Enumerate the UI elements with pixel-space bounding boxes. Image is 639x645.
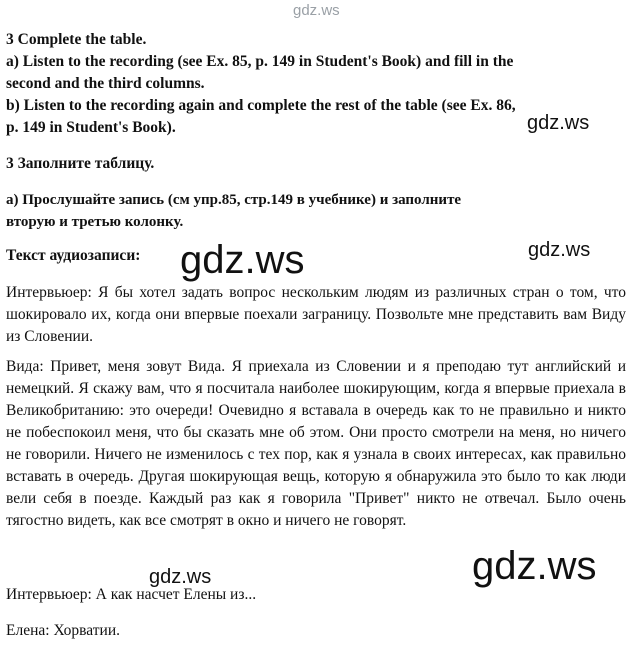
translation-title: 3 Заполните таблицу. xyxy=(6,155,155,172)
translation-a xyxy=(6,189,626,233)
watermark-c: gdz.ws xyxy=(528,239,591,261)
transcript-paragraph-1: Интервьюер: Я бы хотел задать вопрос нескольким людям из различных стран о том, что шокировало их, когда они впервые поехали заграницу. Позвольте мне представить вам Виду из Словении. xyxy=(6,284,626,345)
transcript-paragraph-3: Интервьюер: А как насчет Елены из... xyxy=(6,586,257,603)
watermark-d: gdz.ws xyxy=(472,544,597,588)
watermark-b: gdz.ws xyxy=(180,238,305,282)
translation-a-line1: а) Прослушайте запись (см упр.85, стр.149 в учебнике) и заполните xyxy=(6,192,462,208)
translation-a-line2: вторую и третью колонку. xyxy=(6,214,184,230)
watermark-e: gdz.ws xyxy=(149,566,212,588)
task-title: 3 Complete the table. xyxy=(6,31,147,48)
task-b-line1: b) Listen to the recording again and complete the rest of the table (see Ex. 86, xyxy=(6,97,516,114)
watermark-top: gdz.ws xyxy=(293,2,340,19)
transcript-label: Текст аудиозаписи: xyxy=(6,247,141,264)
transcript-paragraph-2: Вида: Привет, меня зовут Вида. Я приехала из Словении и я преподаю тут английский и немецкий. Я скажу вам, что я посчитала наиболее шокирующим, когда я впервые приехала в Великобританию: это очереди! Очевидно я вставала в очередь как то не правильно и никто не побеспокоил меня, что бы сказать мне об этом. Они просто смотрели на меня, но ничего не говорили. Ничего не изменилось с тех пор, как я узнала в своих интересах, как правильно вставать в очередь. Другая шокирующая вещь, которую я обнаружила это было то как люди вели себя в поезде. Каждый раз как я говорила "Привет" никто не отвечал. Было очень тягостно видеть, как все смотрят в окно и ничего не говорят. xyxy=(6,358,626,529)
task-a-line2: second and the third columns. xyxy=(6,75,205,92)
transcript-paragraph-4: Елена: Хорватии. xyxy=(6,622,120,639)
watermark-a: gdz.ws xyxy=(527,112,590,134)
task-a-line1: a) Listen to the recording (see Ex. 85, p. 149 in Student's Book) and fill in the xyxy=(6,53,514,70)
task-b-line2: p. 149 in Student's Book). xyxy=(6,119,176,136)
